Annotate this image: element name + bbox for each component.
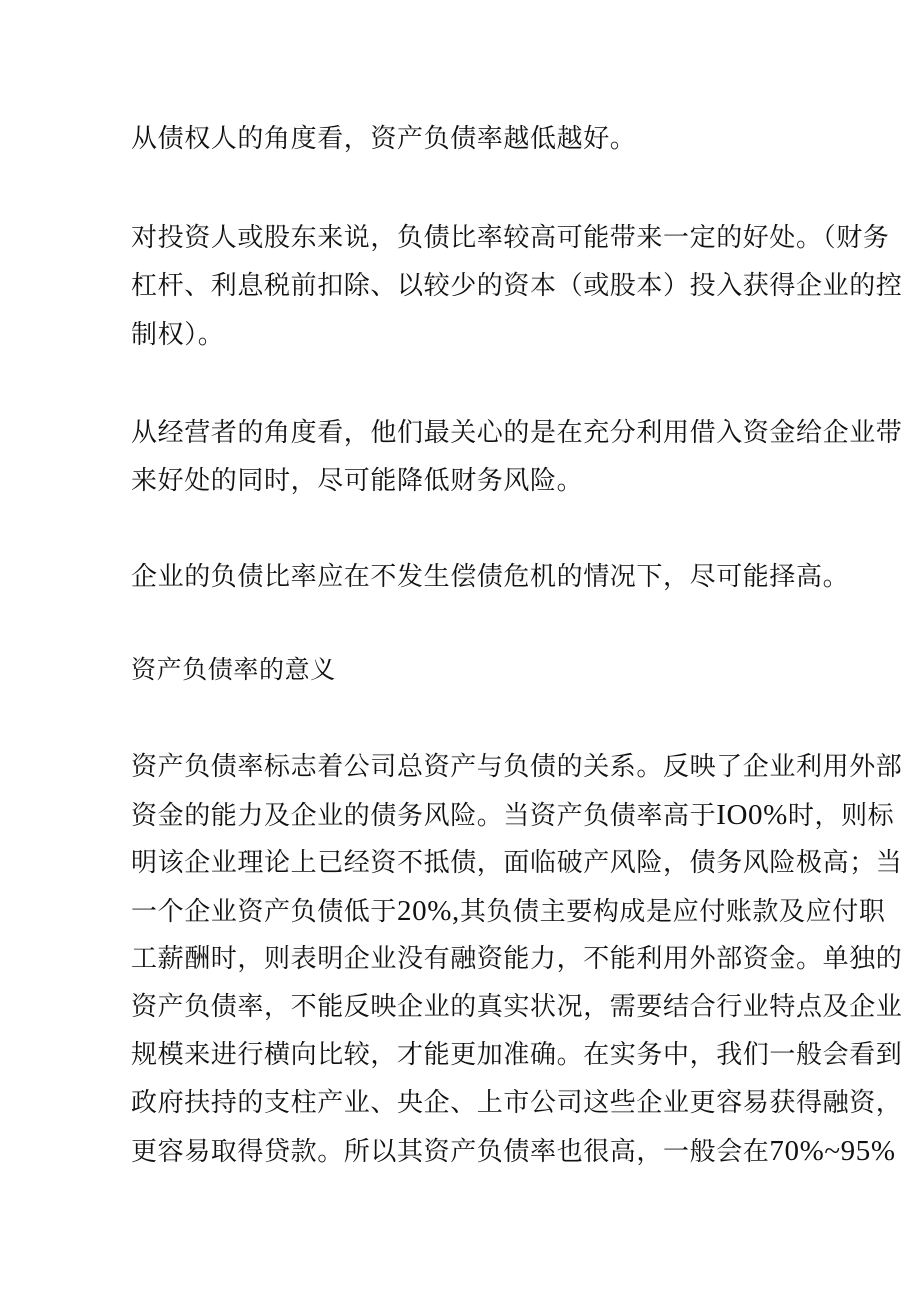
section-heading: 资产负债率的意义 [131,655,336,684]
paragraph-creditor-view: 从债权人的角度看，资产负债率越低越好。 [131,124,637,154]
paragraph-meaning-line-7: 规模来进行横向比较，才能更加准确。在实务中，我们一般会看到 [131,1040,903,1070]
paragraph-meaning-line-6: 资产负债率，不能反映企业的真实状况，需要结合行业特点及企业 [131,992,903,1022]
paragraph-debt-ratio-choice: 企业的负债比率应在不发生偿债危机的情况下，尽可能择高。 [131,562,850,592]
paragraph-investor-view-line-2: 杠杆、利息税前扣除、以较少的资本（或股本）投入获得企业的控 [131,271,903,301]
paragraph-meaning-line-8: 政府扶持的支柱产业、央企、上市公司这些企业更容易获得融资， [131,1088,903,1118]
line-text: 资金的能力及企业的债务风险。当资产负债率高于 [131,801,717,831]
percentage-value: 20%, [397,895,460,927]
line-text: 更容易取得贷款。所以其资产负债率也很高，一般会在 [131,1137,770,1167]
paragraph-operator-view-line-1: 从经营者的角度看，他们最关心的是在充分利用借入资金给企业带 [131,418,903,448]
paragraph-meaning-line-4 [131,893,885,930]
paragraph-meaning-line-9 [131,1133,896,1170]
paragraph-meaning-line-1: 资产负债率标志着公司总资产与负债的关系。反映了企业利用外部 [131,752,903,782]
line-text: 时，则标 [787,801,895,831]
paragraph-investor-view-line-1: 对投资人或股东来说，负债比率较高可能带来一定的好处。（财务 [131,223,890,253]
paragraph-meaning-line-2 [131,797,894,834]
paragraph-operator-view-line-2: 来好处的同时，尽可能降低财务风险。 [131,466,584,496]
percentage-range: 70%~95% [769,1135,896,1167]
paragraph-investor-view-line-3: 制权）。 [131,320,225,350]
line-text: 其负债主要构成是应付账款及应付职 [459,897,886,927]
paragraph-meaning-line-3: 明该企业理论上已经资不抵债，面临破产风险，债务风险极高；当 [131,848,903,878]
percentage-value: IO0% [716,799,788,831]
line-text: 一个企业资产负债低于 [131,897,398,927]
paragraph-meaning-line-5: 工薪酬时，则表明企业没有融资能力，不能利用外部资金。单独的 [131,944,903,974]
